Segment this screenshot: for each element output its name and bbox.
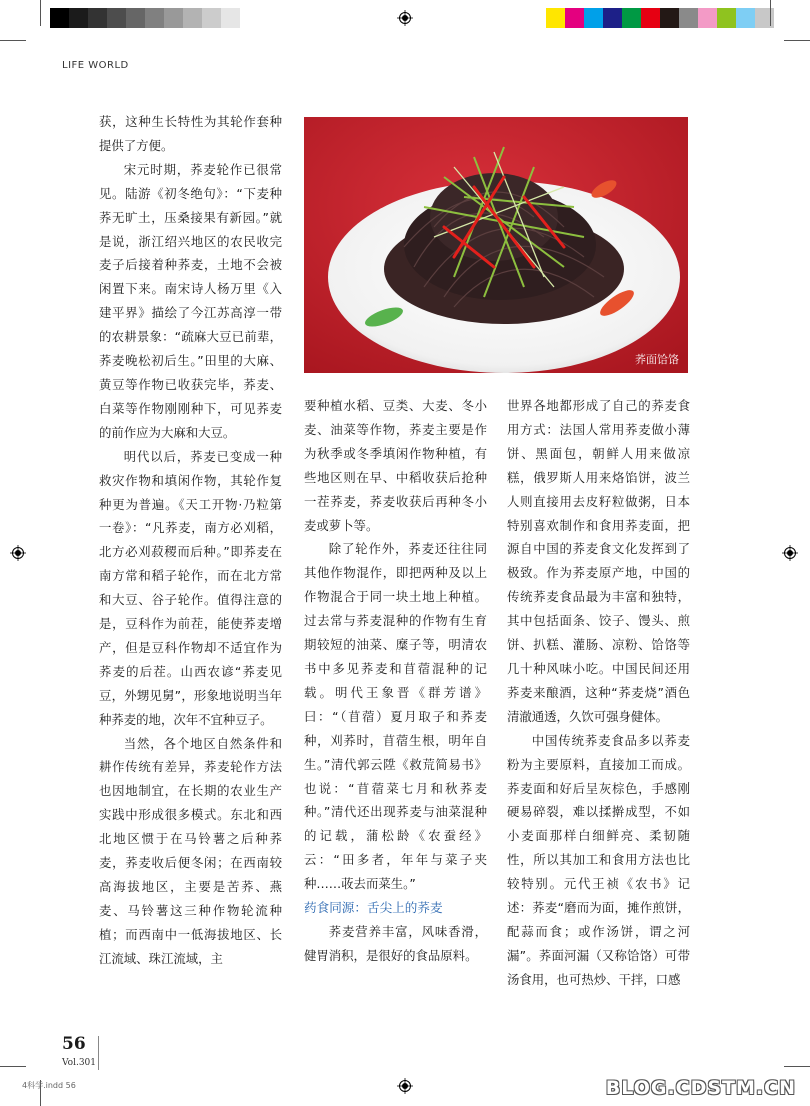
registration-mark-right: [782, 545, 798, 561]
volume-number: Vol.301: [62, 1058, 97, 1068]
crop-mark: [0, 1066, 26, 1067]
color-swatch: [641, 8, 660, 28]
color-swatch: [546, 8, 565, 28]
paragraph: 荞麦营养丰富，风味香滑，健胃消积，是很好的食品原料。: [304, 923, 487, 963]
print-slug: 4科学.indd 56: [22, 1081, 76, 1090]
paragraph: 世界各地都形成了自己的荞麦食用方式：法国人常用荞麦做小薄饼、黑面包，朝鲜人用来做凉糕，俄罗斯人用来烙馅饼，波兰人则直接用去皮籽粒做粥，日本特别喜欢制作和食用荞麦面，把源自中国的荞麦食文化发挥到了极致。作为荞麦原产地，中国的传统荞麦食品最为丰富和独特，其中包括面条、饺子、馒头、煎饼、扒糕、灌肠、凉粉、饸饹等几十种风味小吃。中国民间还用荞麦来酿酒，这种“荞麦烧”酒色清澈通透，久饮可强身健体。: [507, 398, 690, 724]
registration-mark-top: [397, 10, 413, 26]
paragraph: 获，这种生长特性为其轮作套种提供了方便。: [99, 114, 282, 153]
color-swatch: [660, 8, 679, 28]
registration-mark-bottom: [397, 1078, 413, 1094]
registration-mark-left: [10, 545, 26, 561]
footer-divider: [98, 1036, 99, 1070]
color-swatch: [183, 8, 202, 28]
color-swatch: [622, 8, 641, 28]
crop-mark: [40, 0, 41, 26]
page-number: 56: [62, 1034, 86, 1054]
crop-mark: [784, 40, 810, 41]
color-swatch: [698, 8, 717, 28]
paragraph: 除了轮作外，荞麦还往往同其他作物混作，即把两种及以上作物混合于同一块土地上种植。过去常与荞麦混种的作物有生育期较短的油菜、糜子等，明清农书中多见荞麦和苜蓿混种的记载。明代王象晋《群芳谱》曰：“（苜蓿）夏月取子和荞麦种，刈荞时，苜蓿生根，明年自生。”清代郭云陞《救荒简易书》也说：“苜蓿菜七月和秋荞麦种。”清代还出现荞麦与油菜混种的记载，蒲松龄《农蚕经》云：“田多者，年年与菜子夹种……荍去而菜生。”: [304, 541, 487, 892]
color-swatch: [584, 8, 603, 28]
color-swatch: [736, 8, 755, 28]
crop-mark: [784, 1066, 810, 1067]
color-swatch: [202, 8, 221, 28]
color-swatch: [88, 8, 107, 28]
crop-mark: [770, 0, 771, 26]
crop-mark: [0, 40, 26, 41]
color-swatch: [145, 8, 164, 28]
watermark: BLOG.CDSTM.CN: [605, 1077, 796, 1099]
magazine-brand: LIFE WORLD: [62, 60, 129, 71]
paragraph: 当然，各个地区自然条件和耕作传统有差异，荞麦轮作方法也因地制宜，在长期的农业生产实践中形成很多模式。东北和西北地区惯于在马铃薯之后种荞麦，荞麦收后便冬闲；在西南较高海拔地区，主要是苦荞、燕麦、马铃薯这三种作物轮流种植；而西南中一低海拔地区、长江流域、珠江流域，主: [99, 735, 282, 966]
text-column-3: [507, 394, 690, 992]
color-swatch: [107, 8, 126, 28]
color-swatch: [603, 8, 622, 28]
noodle-photo: [304, 117, 688, 373]
paragraph: 宋元时期，荞麦轮作已很常见。陆游《初冬绝句》：“下麦种荞无旷土，压桑接果有新园。”就是说，浙江绍兴地区的农民收完麦子后接着种荞麦，土地不会被闲置下来。南宋诗人杨万里《入建平界》描绘了今江苏高淳一带的农耕景象：“疏麻大豆已前辈，荞麦晚松初后生。”田里的大麻、黄豆等作物已收获完毕，荞麦、白菜等作物刚刚种下，可见荞麦的前作应为大麻和大豆。: [99, 161, 282, 440]
color-swatch: [240, 8, 259, 28]
color-swatch: [755, 8, 774, 28]
color-swatch: [565, 8, 584, 28]
color-swatch: [717, 8, 736, 28]
color-swatch: [679, 8, 698, 28]
color-swatch: [221, 8, 240, 28]
section-heading: 药食同源：舌尖上的荞麦: [304, 900, 443, 916]
color-swatch: [164, 8, 183, 28]
paragraph: 要种植水稻、豆类、大麦、冬小麦、油菜等作物，荞麦主要是作为秋季或冬季填闲作物种植，有些地区则在早、中稻收获后抢种一茬荞麦，荞麦收获后再种冬小麦或萝卜等。: [304, 398, 487, 533]
process-color-bar: [546, 8, 774, 28]
grayscale-color-bar: [50, 8, 259, 28]
color-swatch: [126, 8, 145, 28]
text-column-2: [304, 394, 487, 968]
photo-caption: 荞面饸饹: [635, 353, 679, 366]
color-swatch: [69, 8, 88, 28]
color-swatch: [50, 8, 69, 28]
text-column-1: [99, 110, 282, 971]
paragraph: 中国传统荞麦食品多以荞麦粉为主要原料，直接加工而成。荞麦面和好后呈灰棕色，手感刚硬易碎裂，难以揉擀成型，不如小麦面那样白细鲜亮、柔韧随性，所以其加工和食用方法也比较特别。元代王祯《农书》记述：荞麦“磨而为面，摊作煎饼，配蒜而食；或作汤饼，谓之河漏”。荞面河漏（又称饸饹）可带汤食用，也可热炒、干拌，口感: [507, 732, 690, 987]
paragraph: 明代以后，荞麦已变成一种救灾作物和填闲作物，其轮作复种更为普遍。《天工开物·乃粒第一卷》：“凡荞麦，南方必刈稻，北方必刈菽稷而后种。”即荞麦在南方常和稻子轮作，而在北方常和大豆、谷子轮作。值得注意的是，豆科作为前茬，能使荞麦增产，但是豆科作物却不适宜作为荞麦的后茬。山西农谚“荞麦见豆，外甥见舅”，形象地说明当年种荞麦的地，次年不宜种豆子。: [99, 448, 282, 727]
